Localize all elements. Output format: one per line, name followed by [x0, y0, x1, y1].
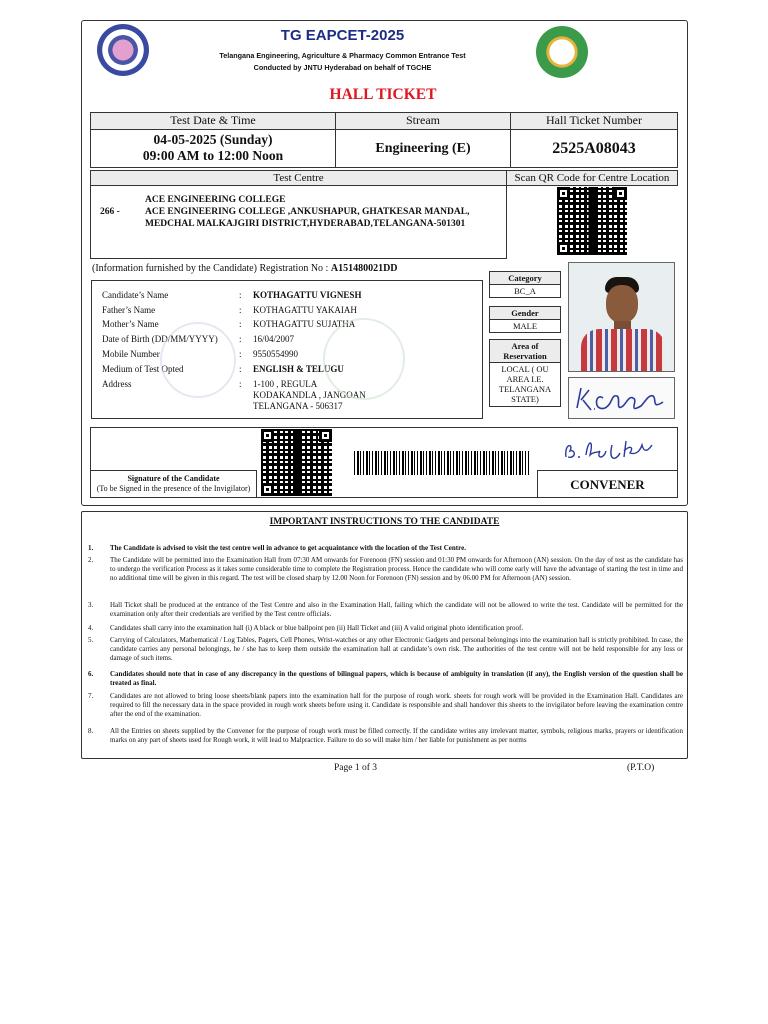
tgche-logo-icon: [536, 26, 588, 78]
medium-label: Medium of Test Opted: [102, 364, 184, 374]
document-title: HALL TICKET: [329, 86, 437, 103]
field-separator: :: [239, 379, 242, 389]
field-separator: :: [239, 319, 242, 329]
centre-code: 266 -: [100, 207, 120, 217]
candidate-photo: [568, 262, 675, 372]
mobile-label: Mobile Number: [102, 349, 160, 359]
reservation-line: AREA I.E.: [506, 374, 544, 384]
exam-stream: Engineering (E): [335, 129, 511, 168]
exam-title: TG EAPCET-2025: [280, 27, 405, 44]
candidate-signature-caption: [90, 474, 257, 494]
registration-number: A151480021DD: [330, 263, 398, 274]
reservation-value: [490, 363, 560, 406]
dob: 16/04/2007: [253, 334, 295, 344]
gender-box: [489, 306, 561, 333]
mother-name-label: Mother’s Name: [102, 319, 159, 329]
category-value: BC_A: [514, 286, 536, 296]
instruction-number: 7.: [88, 692, 94, 700]
field-separator: :: [239, 305, 242, 315]
mobile-number: 9550554990: [253, 349, 298, 359]
category-label: Category: [490, 272, 560, 285]
pto-label: (P.T.O): [627, 763, 655, 773]
gender-label: Gender: [490, 307, 560, 320]
ticket-number-header: Hall Ticket Number: [510, 112, 678, 130]
qr-location-header: Scan QR Code for Centre Location: [506, 170, 678, 186]
candidate-signature-label: Signature of the Candidate: [127, 474, 220, 483]
dob-label: Date of Birth (DD/MM/YYYY): [102, 334, 218, 344]
convener-signature-image: [560, 431, 660, 467]
field-separator: :: [239, 349, 242, 359]
candidate-signature-note: (To be Signed in the presence of the Invigilator): [96, 484, 251, 493]
instruction-item: [88, 692, 683, 720]
medium: ENGLISH & TELUGU: [253, 364, 344, 374]
category-box: [489, 271, 561, 298]
reservation-label: Area of Reservation: [490, 340, 560, 363]
address-line: TELANGANA - 506317: [253, 401, 343, 411]
date-time-header: Test Date & Time: [90, 112, 336, 130]
reservation-line: STATE): [511, 394, 539, 404]
field-separator: :: [239, 290, 242, 300]
instruction-item: [88, 544, 683, 553]
father-name: KOTHAGATTU YAKAIAH: [253, 305, 357, 315]
stream-header: Stream: [335, 112, 511, 130]
watermark-seal-icon: [323, 318, 405, 400]
instruction-text: Candidates shall carry into the examination hall (i) A black or blue ballpoint pen (ii) Hall Ticket and (iii) A valid original photo identification proof.: [110, 624, 524, 632]
conducted-by: Conducted by JNTU Hyderabad on behalf of TGCHE: [253, 63, 432, 72]
centre-address-line2: MEDCHAL MALKAJGIRI DISTRICT,HYDERABAD,TELANGANA-501301: [145, 219, 466, 229]
instruction-number: 5.: [88, 636, 94, 644]
registration-label: (Information furnished by the Candidate) Registration No :: [92, 263, 329, 274]
candidate-name: KOTHAGATTU VIGNESH: [253, 290, 362, 300]
jntu-logo-icon: [97, 24, 149, 76]
instruction-number: 4.: [88, 624, 94, 632]
instruction-number: 3.: [88, 601, 94, 609]
exam-subtitle: Telangana Engineering, Agriculture & Pharmacy Common Entrance Test: [219, 51, 466, 60]
instruction-item: [88, 727, 683, 745]
instruction-item: [88, 624, 683, 633]
convener-label: CONVENER: [570, 477, 645, 492]
instruction-number: 8.: [88, 727, 94, 735]
instruction-text: The Candidate is advised to visit the test centre well in advance to get acquaintance with the location of the Test Centre.: [110, 544, 466, 552]
instruction-text: Hall Ticket shall be produced at the entrance of the Test Centre and also in the Examination Hall, failing which the candidate will not be allowed to write the test. Candidate will be permitted for the examination only after their credentials are verified by the Test centre officials.: [110, 601, 683, 619]
instruction-text: Candidates should note that in case of any discrepancy in the questions of bilingual papers, which is because of ambiguity in translation (if any), the English version of the question shall be treated as final.: [110, 670, 683, 688]
instructions-title: IMPORTANT INSTRUCTIONS TO THE CANDIDATE: [269, 517, 500, 527]
candidate-name-label: Candidate’s Name: [102, 290, 169, 300]
reservation-box: [489, 339, 561, 407]
address-label: Address: [102, 379, 132, 389]
instruction-item: [88, 670, 683, 688]
field-separator: :: [239, 334, 242, 344]
page-number: Page 1 of 3: [334, 763, 378, 773]
instruction-number: 1.: [88, 544, 94, 552]
registration-line: [92, 263, 398, 274]
barcode-icon: [354, 451, 529, 475]
centre-location-qr-icon[interactable]: [557, 187, 627, 255]
exam-date-time: [90, 129, 336, 168]
address-line: 1-100 , REGULA: [253, 379, 318, 389]
mother-name: KOTHAGATTU SUJATHA: [253, 319, 356, 329]
centre-address-line1: ACE ENGINEERING COLLEGE ,ANKUSHAPUR, GHATKESAR MANDAL,: [145, 207, 470, 217]
centre-details: [145, 194, 469, 230]
instruction-number: 6.: [88, 670, 94, 678]
instruction-text: The Candidate will be permitted into the Examination Hall from 07:30 AM onwards for Forenoon (FN) session and 01:30 PM onwards for Afternoon (AN) session. On the day of test as the candidate has to undergo the verification Process as it takes some considerable time to complete the Registration process. Hence the candidate who will come early will have the advantage of starting the test in time and no additional time will be given in this regard. The test will be closed sharp by 12.00 Noon for Forenoon (FN) session and by 06.00 PM for Afternoon (AN) session.: [110, 556, 683, 583]
father-name-label: Father’s Name: [102, 305, 156, 315]
instruction-item: [88, 601, 683, 619]
reservation-line: LOCAL ( OU: [501, 364, 549, 374]
instruction-item: [88, 556, 683, 584]
exam-time: 09:00 AM to 12:00 Noon: [142, 148, 284, 163]
instruction-number: 2.: [88, 556, 94, 564]
gender-value: MALE: [512, 321, 538, 331]
centre-name: ACE ENGINEERING COLLEGE: [145, 195, 286, 205]
instruction-text: Carrying of Calculators, Mathematical / Log Tables, Pagers, Cell Phones, Wrist-watches or any other Electronic Gadgets and personal belongings into the examination hall is strictly prohibited. In case, the candidate carries any personal belongings, he / she has to keep them outside the examination hall at candidate’s own risk. The authorities of the test centre will not be held responsible for any loss or damage of such items.: [110, 636, 683, 663]
test-centre-header: Test Centre: [90, 170, 507, 186]
address-line: KODAKANDLA , JANGOAN: [253, 390, 366, 400]
instruction-item: [88, 636, 683, 664]
field-separator: :: [239, 364, 242, 374]
instruction-text: All the Entries on sheets supplied by the Convener for the purpose of rough work must be filled correctly. If the candidate writes any irrelevant matter, symbols, religious marks, prayers or identification marks on any part of sheets used for Rough work, it will lead to Malpractice. Failure to do so will make him / her liable for punishment as per norms: [110, 727, 683, 745]
candidate-signature-image: [568, 377, 675, 419]
candidate-qr-icon[interactable]: [261, 429, 332, 496]
instruction-text: Candidates are not allowed to bring loose sheets/blank papers into the examination hall for the purpose of rough work. sheets for rough work will be provided in the Examination Hall. Candidates are required to fill the necessary data in the space provided in rough work sheets before using it. Candidate is responsible and shall handover this sheets to the invigilator before leaving the examination centre after the end of the examination.: [110, 692, 683, 719]
watermark-seal-icon: [160, 322, 236, 398]
exam-date: 04-05-2025 (Sunday): [153, 132, 273, 147]
hall-ticket-number: 2525A08043: [510, 129, 678, 168]
reservation-line: TELANGANA: [498, 384, 552, 394]
